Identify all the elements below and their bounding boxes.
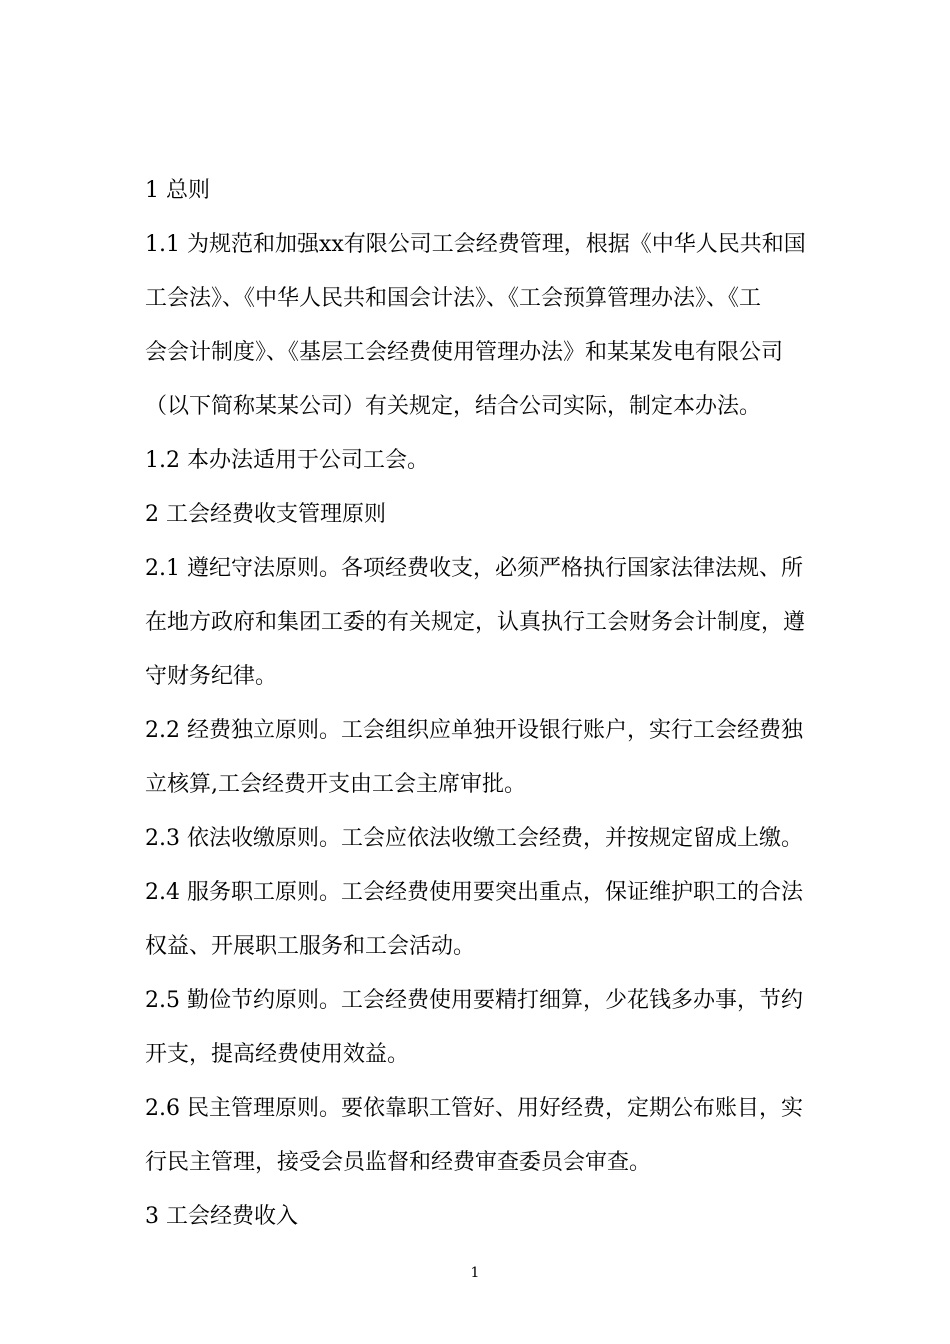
paragraph-line: 2.3 依法收缴原则。工会应依法收缴工会经费，并按规定留成上缴。	[145, 826, 803, 851]
document-body	[145, 164, 817, 1244]
paragraph-line: 在地方政府和集团工委的有关规定，认真执行工会财务会计制度，遵	[145, 610, 806, 635]
page-number: 1	[470, 1265, 480, 1281]
paragraph-line: 开支，提高经费使用效益。	[145, 1042, 410, 1067]
paragraph-line: 2.6 民主管理原则。要依靠职工管好、用好经费，定期公布账目，实	[145, 1096, 803, 1121]
paragraph-line: 2.1 遵纪守法原则。各项经费收支，必须严格执行国家法律法规、所	[145, 556, 803, 581]
paragraph-line: 1.1 为规范和加强xx有限公司工会经费管理，根据《中华人民共和国	[145, 232, 806, 257]
paragraph-line: 会会计制度》、《基层工会经费使用管理办法》和某某发电有限公司	[145, 340, 784, 365]
paragraph-line: 立核算,工会经费开支由工会主席审批。	[145, 772, 526, 797]
paragraph-line: 2.2 经费独立原则。工会组织应单独开设银行账户，实行工会经费独	[145, 718, 803, 743]
heading-1-general-provisions: 1 总则	[145, 178, 210, 203]
heading-2-principles: 2 工会经费收支管理原则	[145, 502, 386, 527]
paragraph-line: 工会法》、《中华人民共和国会计法》、《工会预算管理办法》、《工	[145, 286, 762, 311]
paragraph-line: 1.2 本办法适用于公司工会。	[145, 448, 429, 473]
paragraph-line: 守财务纪律。	[145, 664, 278, 689]
paragraph-line: 2.5 勤俭节约原则。工会经费使用要精打细算，少花钱多办事，节约	[145, 988, 803, 1013]
paragraph-line: 权益、开展职工服务和工会活动。	[145, 934, 476, 959]
paragraph-line: 2.4 服务职工原则。工会经费使用要突出重点，保证维护职工的合法	[145, 880, 803, 905]
paragraph-line: （以下简称某某公司）有关规定，结合公司实际，制定本办法。	[145, 394, 762, 419]
paragraph-line: 行民主管理，接受会员监督和经费审查委员会审查。	[145, 1150, 652, 1175]
heading-3-union-fund-income: 3 工会经费收入	[145, 1204, 298, 1229]
